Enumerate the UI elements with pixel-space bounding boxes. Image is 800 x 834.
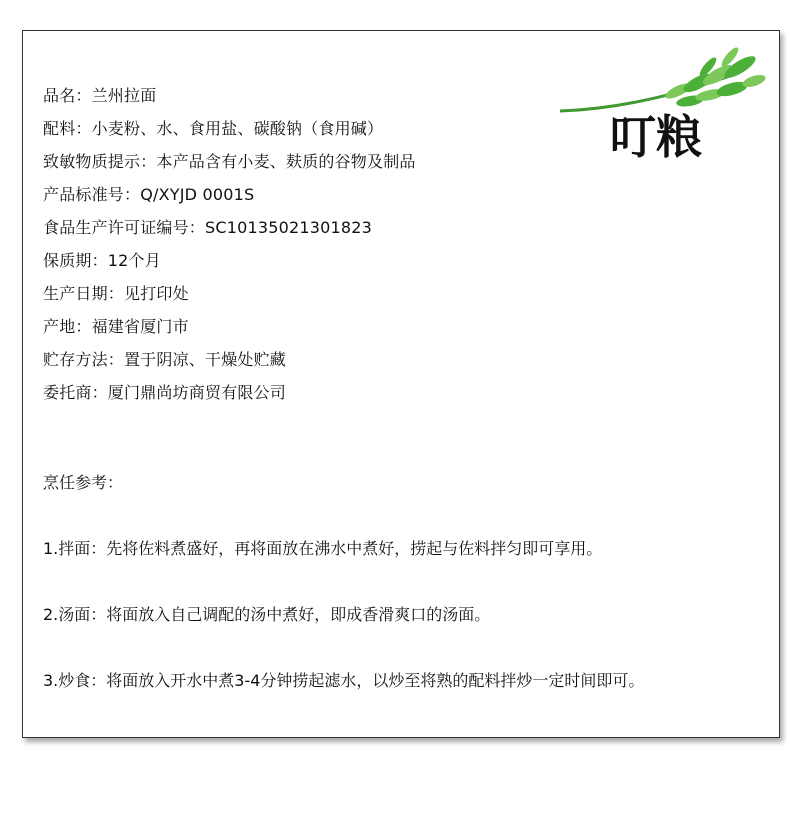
cooking-title: 烹任参考： (43, 473, 124, 492)
cooking-step-2: 2.汤面：将面放入自己调配的汤中煮好，即成香滑爽口的汤面。 (43, 605, 491, 624)
info-shelf-life: 保质期：12个月 (43, 251, 161, 270)
info-storage: 贮存方法：置于阴凉、干燥处贮藏 (43, 350, 287, 369)
product-label (22, 30, 780, 738)
cooking-step-1: 1.拌面：先将佐料煮盛好，再将面放在沸水中煮好，捞起与佐料拌匀即可享用。 (43, 539, 603, 558)
info-standard-number: 产品标准号：Q/XYJD 0001S (43, 185, 255, 204)
cooking-step-3: 3.炒食：将面放入开水中煮3-4分钟捞起滤水，以炒至将熟的配料拌炒一定时间即可。 (43, 671, 645, 690)
info-ingredients: 配料：小麦粉、水、食用盐、碳酸钠（食用碱） (43, 119, 384, 138)
brand-logo (558, 45, 768, 165)
product-info-list (43, 79, 416, 409)
info-allergen: 致敏物质提示：本产品含有小麦、麸质的谷物及制品 (43, 152, 416, 171)
info-entrusted-by: 委托商：厦门鼎尚坊商贸有限公司 (43, 383, 287, 402)
brand-logo-text: 叮粮 (610, 110, 702, 164)
info-name: 品名：兰州拉面 (43, 86, 157, 105)
cooking-section (43, 471, 645, 690)
info-license-number: 食品生产许可证编号：SC10135021301823 (43, 218, 373, 237)
info-origin: 产地：福建省厦门市 (43, 317, 189, 336)
info-production-date: 生产日期：见打印处 (43, 284, 189, 303)
wheat-leaf-icon (560, 45, 767, 111)
